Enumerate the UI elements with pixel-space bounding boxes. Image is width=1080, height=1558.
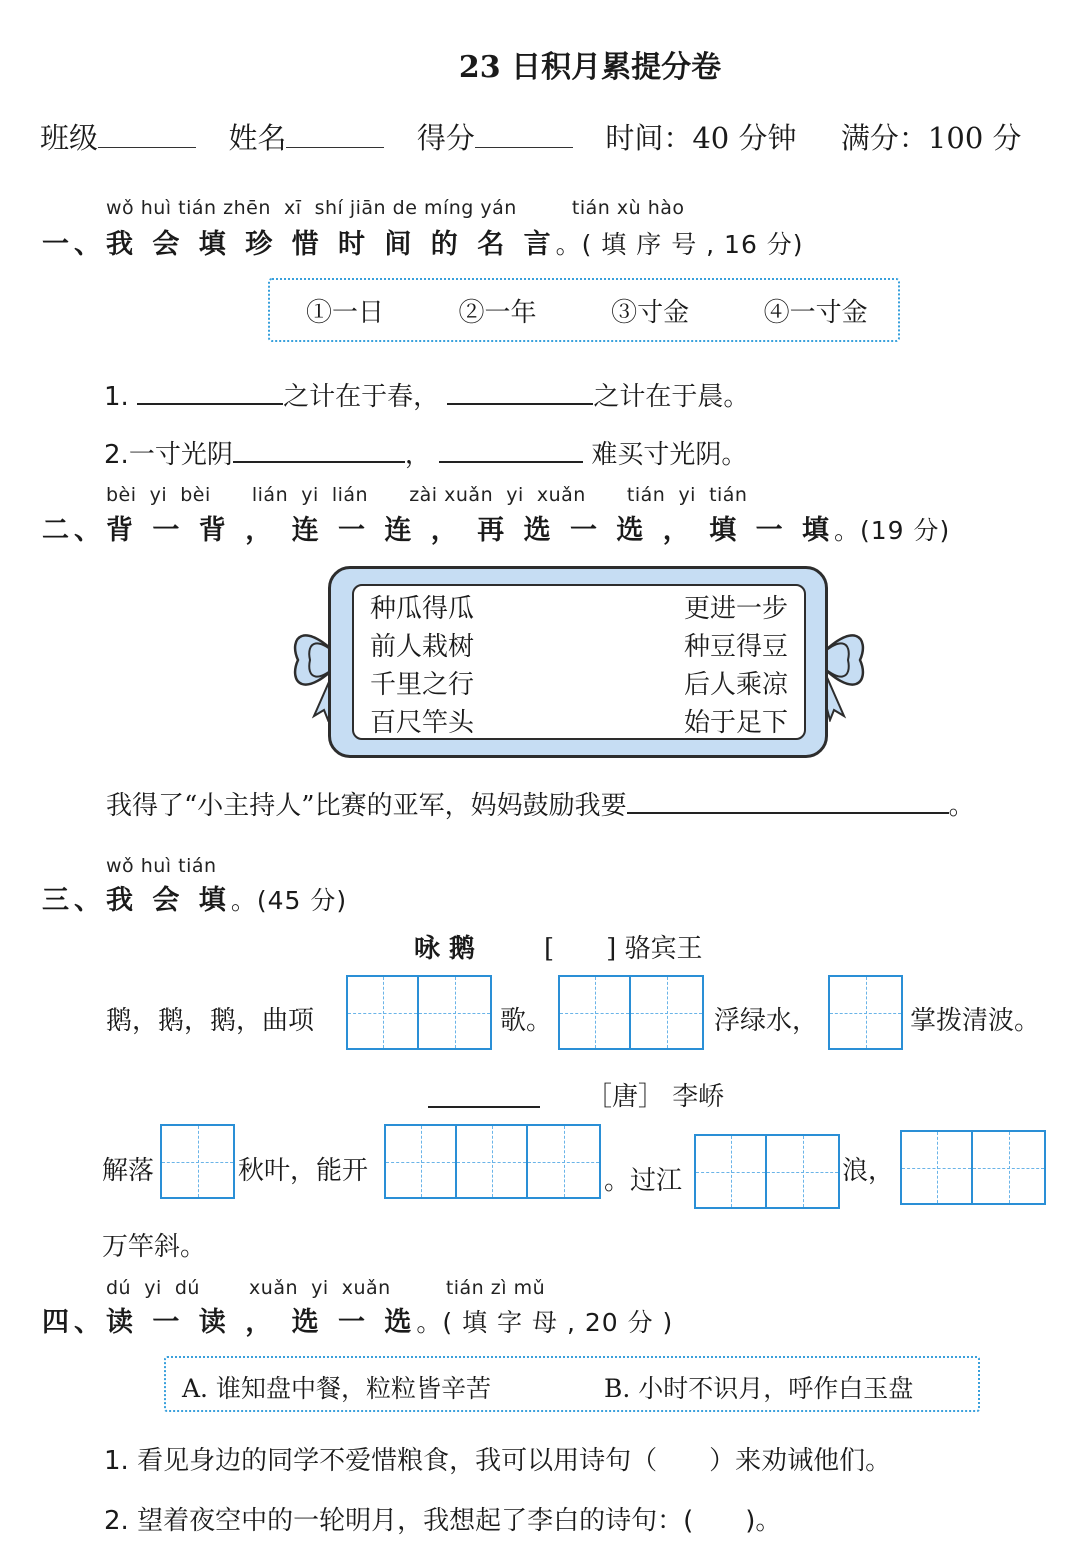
grid-4[interactable] [160,1124,235,1199]
s2-heading: 二、背 一 背 ， 连 一 连 ， 再 选 一 选 ， 填 一 填。(19 分) [42,515,951,546]
s2-sentence: 我得了“小主持人”比赛的亚军，妈妈鼓励我要 。 [106,791,975,821]
class-blank[interactable] [98,121,196,148]
s1-options-box [268,278,900,342]
option-b: B. 小时不识月，呼作白玉盘 [604,1374,914,1403]
s1-q2: 2.一寸光阴 ， 难买寸光阴。 [104,440,748,470]
grid-5[interactable] [384,1124,601,1199]
grid-7[interactable] [900,1130,1046,1205]
s1-heading: 一、我 会 填 珍 惜 时 间 的 名 言。( 填 序 号 , 16 分) [42,229,804,260]
line2-b: 秋叶，能开 [238,1156,369,1186]
line2-d: 浪， [842,1156,895,1186]
right-item-3[interactable]: 后人乘凉 [684,670,789,700]
line1-c: 浮绿水， [714,1006,819,1036]
s4-q2: 2. 望着夜空中的一轮明月，我想起了李白的诗句：( )。 [104,1506,782,1536]
grid-3[interactable] [828,975,903,1050]
option-4: ④一寸金 [763,298,868,328]
score-blank[interactable] [475,121,573,148]
s1-pinyin: wǒ huì tián zhēn xī shí jiān de míng yán tián xù hào [106,197,685,219]
s3-pinyin: wǒ huì tián [106,855,217,877]
s3-heading: 三、我 会 填。(45 分) [42,885,348,916]
grid-2[interactable] [558,975,704,1050]
option-3: ③寸金 [611,298,690,328]
option-a: A. 谁知盘中餐，粒粒皆辛苦 [182,1374,491,1403]
left-item-4[interactable]: 百尺竿头 [370,708,475,738]
name-label: 姓名 [228,121,287,155]
right-column [684,590,788,742]
grid-1[interactable] [346,975,492,1050]
full-score-text: 满分：100 分 [840,121,1022,155]
s4-options-box [164,1356,980,1412]
line1-b: 歌。 [500,1006,553,1036]
poem2-title-blank[interactable] [428,1106,540,1108]
s4-pinyin: dú yi dú xuǎn yi xuǎn tián zì mǔ [106,1277,546,1299]
option-1: ①一日 [306,298,385,328]
s1-q1: 1. 之计在于春， 之计在于晨。 [104,382,750,412]
s2-pinyin: bèi yi bèi lián yi lián zài xuǎn yi xuǎn tián yi tián [106,484,748,506]
right-item-4[interactable]: 始于足下 [684,708,789,738]
line2-e: 万竿斜。 [102,1232,207,1262]
s1-q2-blank-2[interactable] [439,461,583,463]
left-item-1[interactable]: 种瓜得瓜 [370,594,475,624]
right-item-2[interactable]: 种豆得豆 [684,632,789,662]
class-label: 班级 [40,121,99,155]
line2-a: 解落 [102,1156,155,1186]
left-item-2[interactable]: 前人栽树 [370,632,475,662]
line1-a: 鹅，鹅，鹅，曲项 [106,1006,315,1036]
time-text: 时间：40 分钟 [605,121,797,155]
poem1-author: [ ] 骆宾王 [544,934,703,964]
grid-6[interactable] [694,1134,840,1209]
line2-c: 。过江 [604,1166,683,1196]
s4-heading: 四、读 一 读 ， 选 一 选。( 填 字 母 , 20 分 ) [42,1307,674,1338]
s4-q1: 1. 看见身边的同学不爱惜粮食，我可以用诗句（ ）来劝诫他们。 [104,1446,892,1476]
name-blank[interactable] [286,121,384,148]
page-title: 23 日积月累提分卷 [458,50,722,85]
left-column [370,590,474,742]
score-label: 得分 [416,121,475,155]
s1-q2-blank-1[interactable] [233,461,405,463]
line1-d: 掌拨清波。 [910,1006,1041,1036]
s1-q1-blank-2[interactable] [447,403,593,405]
info-line [40,116,1022,157]
s2-blank[interactable] [627,812,949,814]
poem1-title: 咏 鹅 [414,934,476,964]
poem2-author: ［唐］ 李峤 [586,1082,725,1112]
left-item-3[interactable]: 千里之行 [370,670,475,700]
s1-q1-blank-1[interactable] [137,403,283,405]
right-item-1[interactable]: 更进一步 [684,594,789,624]
option-2: ②一年 [458,298,537,328]
